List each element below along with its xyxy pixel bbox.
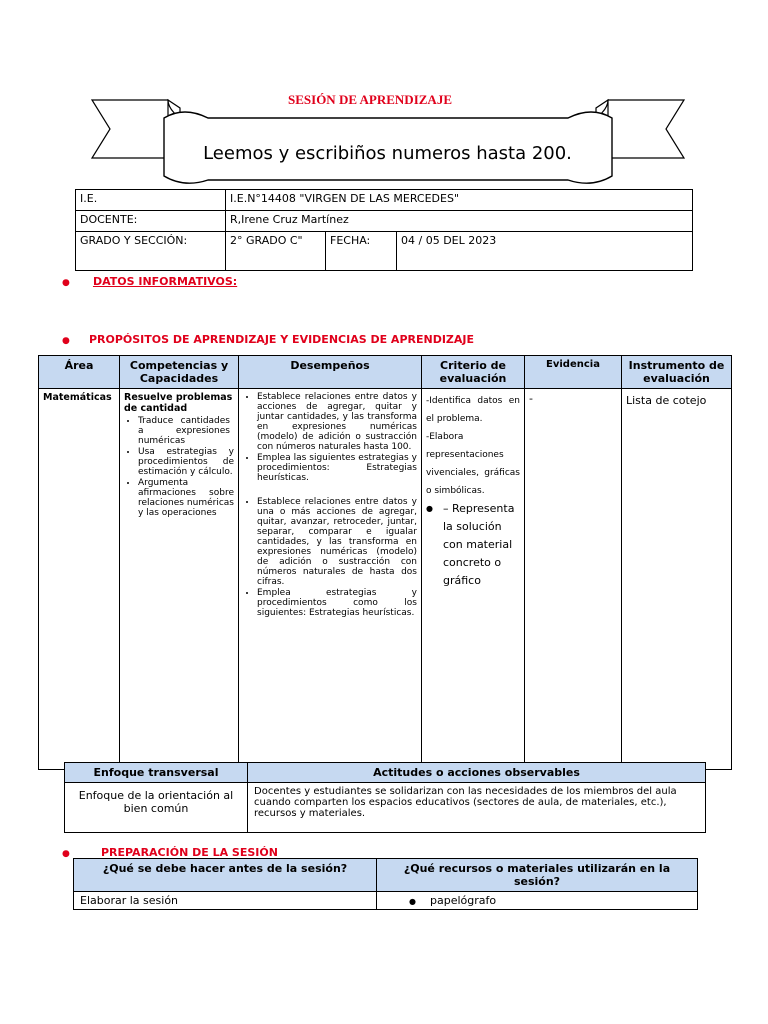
bullet-icon: ● <box>426 504 433 513</box>
criterio-cell <box>422 389 525 770</box>
teacher-label: DOCENTE: <box>76 211 226 232</box>
header-actitudes: Actitudes o acciones observables <box>248 763 706 783</box>
area-cell: Matemáticas <box>39 389 120 770</box>
header-criterio: Criterio de evaluación <box>422 356 525 389</box>
section-datos <box>62 270 237 289</box>
desempenos-cell <box>239 389 422 770</box>
recursos-cell <box>377 892 698 910</box>
list-item: • Establece relaciones entre datos y acciones de agregar, quitar y juntar cantidades, y las transforma en expresiones numéricas (modelo) de adición o sustracción con números naturales hasta 100. <box>257 392 417 452</box>
bullet-icon: ● <box>62 336 70 346</box>
table-row <box>76 211 693 232</box>
list-item: • Emplea estrategias y procedimientos como los siguientes: Estrategias heurísticas. <box>257 588 417 618</box>
date-value: 04 / 05 DEL 2023 <box>397 232 693 271</box>
bullet-icon: ● <box>409 897 416 906</box>
criterio-item: -Identifica datos en el problema. <box>426 396 520 424</box>
header-enfoque: Enfoque transversal <box>65 763 248 783</box>
teacher-value: R,Irene Cruz Martínez <box>226 211 693 232</box>
competencias-cell <box>120 389 239 770</box>
table-header-row <box>65 763 706 783</box>
info-table <box>75 189 693 271</box>
table-row <box>74 892 698 910</box>
criterio-item: -Elabora representaciones vivenciales, gráficas o simbólicas. <box>426 432 520 496</box>
list-item: • Establece relaciones entre datos y una o más acciones de agregar, quitar, avanzar, retroceder, juntar, separar, comparar e igualar cantidades, y las transforma en expresiones numéricas (modelo) de adición o sustracción con números naturales de hasta dos cifras. <box>257 497 417 587</box>
preparacion-table <box>73 858 698 910</box>
header-instrumento: Instrumento de evaluación <box>622 356 732 389</box>
actitudes-cell: Docentes y estudiantes se solidarizan con las necesidades de los miembros del aula cuando comparten los espacios educativos (sectores de aula, de materiales, etc.), recursos y materiales. <box>248 783 706 833</box>
section-datos-title: DATOS INFORMATIVOS: <box>92 275 238 288</box>
header-recursos: ¿Qué recursos o materiales utilizarán en la sesión? <box>377 859 698 892</box>
header-desempenos: Desempeños <box>239 356 422 389</box>
table-header-row <box>39 356 732 389</box>
propositos-table <box>38 355 732 770</box>
enfoque-table <box>64 762 706 833</box>
header-competencias: Competencias y Capacidades <box>120 356 239 389</box>
section-propositos <box>62 328 474 347</box>
capacidades-list <box>124 416 234 518</box>
grade-value: 2° GRADO C" <box>226 232 326 271</box>
list-item: • Argumenta afirmaciones sobre relaciones numéricas y las operaciones <box>138 478 234 518</box>
evidencia-cell: - <box>525 389 622 770</box>
desempenos-list <box>243 392 417 618</box>
header-evidencia: Evidencia <box>525 356 622 389</box>
antes-cell: Elaborar la sesión <box>74 892 377 910</box>
instrumento-cell: Lista de cotejo <box>622 389 732 770</box>
table-row <box>76 232 693 271</box>
table-header-row <box>74 859 698 892</box>
grade-label: GRADO Y SECCIÓN: <box>76 232 226 271</box>
title-ribbon <box>88 96 688 186</box>
section-preparacion-title: PREPARACIÓN DE LA SESIÓN <box>100 846 278 859</box>
table-row <box>65 783 706 833</box>
criterio-text: – Representa la solución con material concreto o gráfico <box>442 502 515 587</box>
enfoque-cell: Enfoque de la orientación al bien común <box>65 783 248 833</box>
ie-value: I.E.N°14408 "VIRGEN DE LAS MERCEDES" <box>226 190 693 211</box>
section-propositos-title: PROPÓSITOS DE APRENDIZAJE Y EVIDENCIAS DE APRENDIZAJE <box>88 333 475 346</box>
session-title: Leemos y escribiños numeros hasta 200. <box>203 143 572 164</box>
session-label: SESIÓN DE APRENDIZAJE <box>288 92 452 107</box>
header-antes: ¿Qué se debe hacer antes de la sesión? <box>74 859 377 892</box>
competencia-title: Resuelve problemas de cantidad <box>124 392 233 414</box>
criterio-item <box>426 500 520 590</box>
recursos-item: papelógrafo <box>429 894 497 907</box>
table-row <box>39 389 732 770</box>
list-item: • Traduce cantidades a expresiones numéricas <box>138 416 234 446</box>
table-row <box>76 190 693 211</box>
bullet-icon: ● <box>62 278 70 288</box>
header-area: Área <box>39 356 120 389</box>
bullet-icon: ● <box>62 849 70 859</box>
ie-label: I.E. <box>76 190 226 211</box>
list-item: • Usa estrategias y procedimientos de estimación y cálculo. <box>138 447 234 477</box>
date-label: FECHA: <box>326 232 397 271</box>
list-item: • Emplea las siguientes estrategias y procedimientos: Estrategias heurísticas. <box>257 453 417 483</box>
